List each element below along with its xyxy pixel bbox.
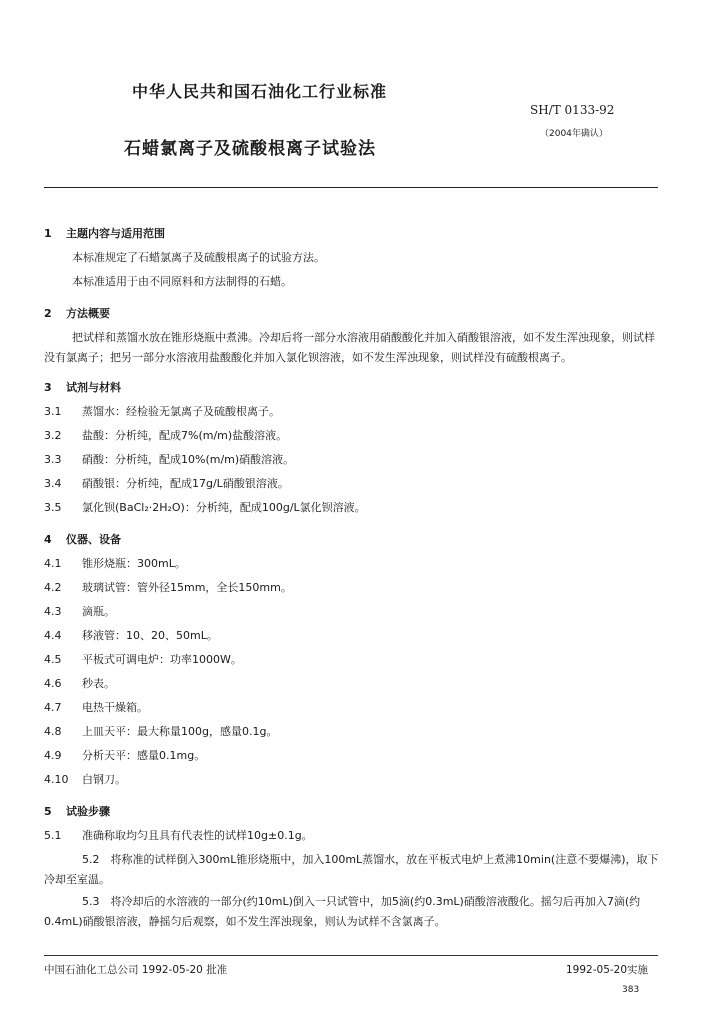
item-text [44, 850, 660, 890]
implementation-date: 1992-05-20实施 [566, 964, 649, 976]
list-item [44, 744, 660, 768]
item-number: 4.5 [44, 653, 62, 666]
section-title: 试验步骤 [66, 805, 110, 818]
page-number: 383 [622, 985, 640, 995]
item-text: 硝酸：分析纯，配成10%(m/m)硝酸溶液。 [82, 453, 295, 466]
item-number: 3.2 [44, 429, 62, 442]
section-heading [44, 302, 660, 326]
item-number: 4.8 [44, 725, 62, 738]
list-item [44, 850, 660, 890]
item-text: 准确称取均匀且具有代表性的试样10g±0.1g。 [82, 829, 313, 842]
item-text: 盐酸：分析纯，配成7%(m/m)盐酸溶液。 [82, 429, 288, 442]
item-text: 氯化钡(BaCl₂·2H₂O)：分析纯，配成100g/L氯化钡溶液。 [82, 501, 366, 514]
item-number-inline: 5.2 [82, 853, 100, 866]
footer-divider [44, 955, 658, 956]
item-number: 3.4 [44, 477, 62, 490]
section-heading [44, 222, 660, 246]
list-item [44, 720, 660, 744]
section-number: 5 [44, 805, 52, 818]
item-text: 锥形烧瓶：300mL。 [82, 557, 186, 570]
list-item [44, 696, 660, 720]
item-text: 滴瓶。 [82, 605, 115, 618]
list-item [44, 892, 660, 932]
item-text: 玻璃试管：管外径15mm，全长150mm。 [82, 581, 292, 594]
paragraph: 本标准规定了石蜡氯离子及硫酸根离子的试验方法。 [72, 251, 325, 264]
list-item [44, 448, 660, 472]
list-item [44, 768, 660, 792]
item-text: 白钢刀。 [82, 773, 126, 786]
paragraph: 把试样和蒸馏水放在锥形烧瓶中煮沸。冷却后将一部分水溶液用硝酸酸化并加入硝酸银溶液，如不发生浑浊现象，则试样没有氯离子；把另一部分水溶液用盐酸酸化并加入氯化钡溶液，如不发生浑浊现象，则试样没有硫酸根离子。 [44, 331, 655, 364]
paragraph: 本标准适用于由不同原料和方法制得的石蜡。 [72, 275, 292, 288]
item-number: 4.4 [44, 629, 62, 642]
item-number: 4.1 [44, 557, 62, 570]
section-number: 1 [44, 227, 52, 240]
item-text: 平板式可调电炉：功率1000W。 [82, 653, 242, 666]
issuing-organization: 中华人民共和国石油化工行业标准 [132, 82, 388, 101]
item-number: 5.1 [44, 829, 62, 842]
section-title: 主题内容与适用范围 [66, 227, 165, 240]
section-number: 2 [44, 307, 52, 320]
section-title: 试剂与材料 [66, 381, 121, 394]
item-number: 4.3 [44, 605, 62, 618]
list-item [44, 672, 660, 696]
item-text: 上皿天平：最大称量100g，感量0.1g。 [82, 725, 278, 738]
item-text [44, 892, 660, 932]
header-divider [44, 187, 658, 188]
section-number: 3 [44, 381, 52, 394]
section-heading [44, 528, 660, 552]
item-number: 4.2 [44, 581, 62, 594]
list-item [44, 576, 660, 600]
item-number: 4.7 [44, 701, 62, 714]
document-title: 石蜡氯离子及硫酸根离子试验法 [124, 139, 376, 159]
item-number: 4.6 [44, 677, 62, 690]
section-heading [44, 800, 660, 824]
item-number-inline: 5.3 [82, 895, 100, 908]
list-item [44, 648, 660, 672]
item-text: 移液管：10、20、50mL。 [82, 629, 218, 642]
standard-code: SH/T 0133-92 [530, 103, 615, 117]
list-item [44, 496, 660, 520]
item-number: 3.1 [44, 405, 62, 418]
item-text: 电热干燥箱。 [82, 701, 148, 714]
item-body: 将冷却后的水溶液的一部分(约10mL)倒入一只试管中，加5滴(约0.3mL)硝酸溶液酸化。摇匀后再加入7滴(约0.4mL)硝酸银溶液，静摇匀后观察，如不发生浑浊现象，则认为试样不含氯离子。 [44, 895, 641, 928]
item-text: 蒸馏水：经检验无氯离子及硫酸根离子。 [82, 405, 280, 418]
item-body: 将称准的试样倒入300mL锥形烧瓶中，加入100mL蒸馏水，放在平板式电炉上煮沸10min(注意不要爆沸)，取下冷却至室温。 [44, 853, 659, 886]
item-number: 3.5 [44, 501, 62, 514]
list-item [44, 424, 660, 448]
item-text: 硝酸银：分析纯，配成17g/L硝酸银溶液。 [82, 477, 289, 490]
list-item [44, 400, 660, 424]
item-text: 分析天平：感量0.1mg。 [82, 749, 206, 762]
section-number: 4 [44, 533, 52, 546]
approval-note: 中国石油化工总公司 1992-05-20 批准 [44, 964, 228, 976]
list-item [44, 552, 660, 576]
item-number: 4.9 [44, 749, 62, 762]
section-heading [44, 376, 660, 400]
section-title: 仪器、设备 [66, 533, 121, 546]
item-number: 4.10 [44, 773, 69, 786]
list-item [44, 824, 660, 848]
list-item [44, 472, 660, 496]
list-item [44, 624, 660, 648]
item-text: 秒表。 [82, 677, 115, 690]
document-body [44, 222, 660, 932]
list-item [44, 600, 660, 624]
confirmation-note: （2004年确认） [540, 129, 608, 139]
item-number: 3.3 [44, 453, 62, 466]
section-title: 方法概要 [66, 307, 110, 320]
